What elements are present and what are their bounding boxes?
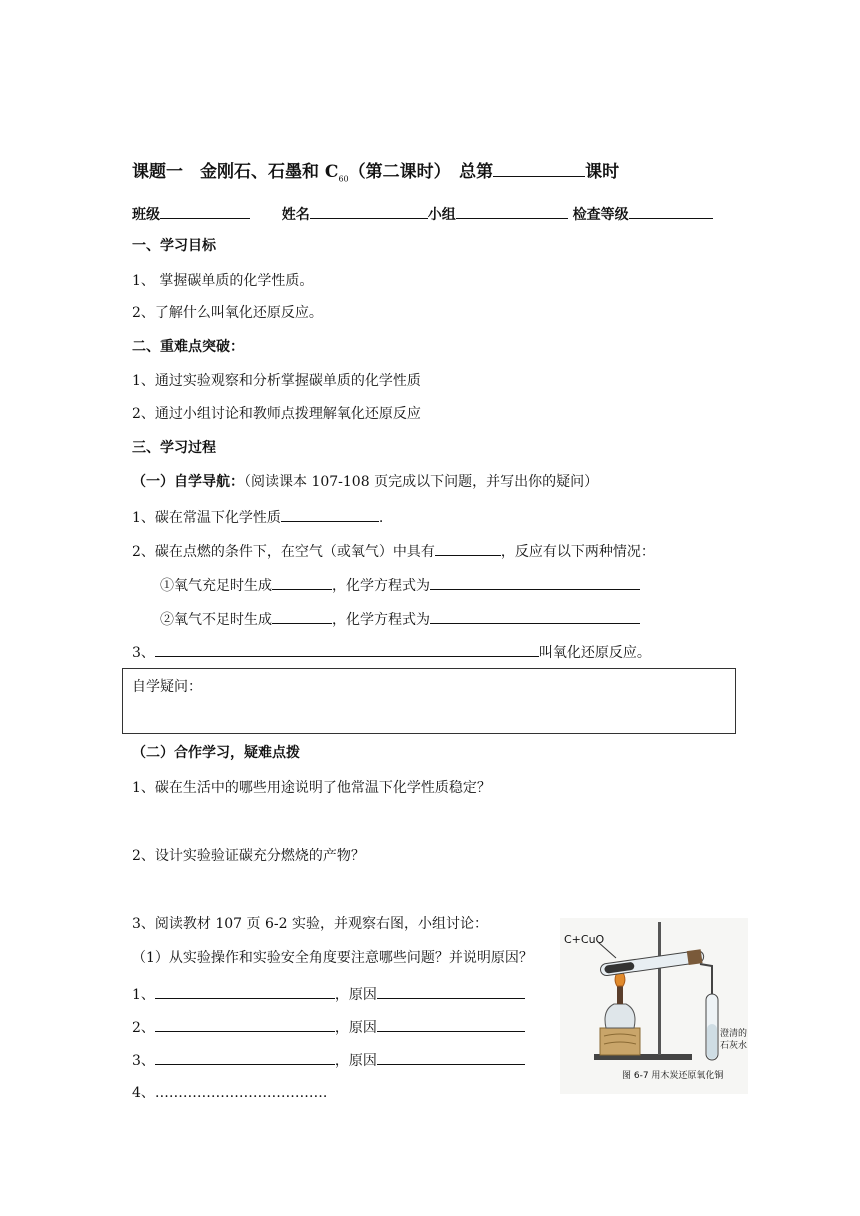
cooperation-heading: （二）合作学习，疑难点拨 [132,745,300,761]
limewater-label-1: 澄清的 [720,1029,748,1039]
issue-blank[interactable] [155,1016,335,1032]
self-study-question-2b: ②氧气不足时生成 ，化学方程式为 [160,608,640,630]
figure-caption: 图 6-7 用木炭还原氧化铜 [622,1071,724,1081]
total-lesson-blank[interactable] [493,161,585,177]
equation-blank[interactable] [430,608,640,624]
self-study-question-2a: ①氧气充足时生成 ，化学方程式为 [160,574,640,596]
apparatus-figure [560,918,748,1094]
class-field[interactable] [160,203,250,219]
definition-blank[interactable] [155,641,539,657]
reactants-label: C+CuO [564,933,605,946]
issue-blank[interactable] [155,1049,335,1065]
limewater [707,1024,717,1059]
name-field[interactable] [310,203,428,219]
answer-line: 2、 ，原因 [132,1016,525,1038]
lamp-wick [617,986,623,1004]
section-key-points-heading: 二、重难点突破： [132,339,244,355]
cooperation-question-3: 3、阅读教材 107 页 6-2 实验，并观察右图，小组讨论： [132,916,488,932]
objective-item: 2、了解什么叫氧化还原反应。 [132,305,323,321]
key-point-item: 2、通过小组讨论和教师点拨理解氧化还原反应 [132,406,421,422]
answer-blank[interactable] [281,506,379,522]
stand-rod [658,922,661,1055]
answer-line: 3、 ，原因 [132,1049,525,1071]
group-field[interactable] [456,203,568,219]
self-study-doubt-box[interactable] [122,668,736,734]
reason-blank[interactable] [377,1016,525,1032]
cooperation-question-1: 1、碳在生活中的哪些用途说明了他常温下化学性质稳定？ [132,780,491,796]
answer-line: 1、 ，原因 [132,983,525,1005]
reason-blank[interactable] [377,983,525,999]
cooperation-question-2: 2、设计实验验证碳充分燃烧的产物？ [132,848,365,864]
answer-blank[interactable] [435,540,501,556]
self-study-heading-line: （一）自学导航：（阅读课本 107-108 页完成以下问题，并写出你的疑问） [132,474,599,490]
alcohol-lamp [605,1004,635,1028]
answer-line-ellipsis: 4、………………………………. [132,1085,328,1101]
product-blank[interactable] [272,574,332,590]
product-blank[interactable] [272,608,332,624]
cooperation-question-3-1: （1）从实验操作和实验安全角度要注意哪些问题？并说明原因？ [132,950,533,966]
section-process-heading: 三、学习过程 [132,440,216,456]
objective-item: 1、 掌握碳单质的化学性质。 [132,273,314,289]
section-objectives-heading: 一、学习目标 [132,238,216,254]
page-title: 课题一 金刚石、石墨和 $C_{60}$（第二课时） 总第 课时 [132,162,620,184]
equation-blank[interactable] [430,574,640,590]
key-point-item: 1、通过实验观察和分析掌握碳单质的化学性质 [132,373,421,389]
student-info-line: 班级 姓名 小组 检查等级 [132,203,713,225]
grade-field[interactable] [629,203,713,219]
self-study-question-3: 3、 叫氧化还原反应。 [132,641,651,663]
issue-blank[interactable] [155,983,335,999]
limewater-label-2: 石灰水 [720,1041,748,1051]
reason-blank[interactable] [377,1049,525,1065]
self-study-question-1: 1、碳在常温下化学性质 . [132,506,383,528]
self-study-question-2: 2、碳在点燃的条件下，在空气（或氧气）中具有 ，反应有以下两种情况： [132,540,655,562]
doubt-label: 自学疑问： [132,679,202,695]
